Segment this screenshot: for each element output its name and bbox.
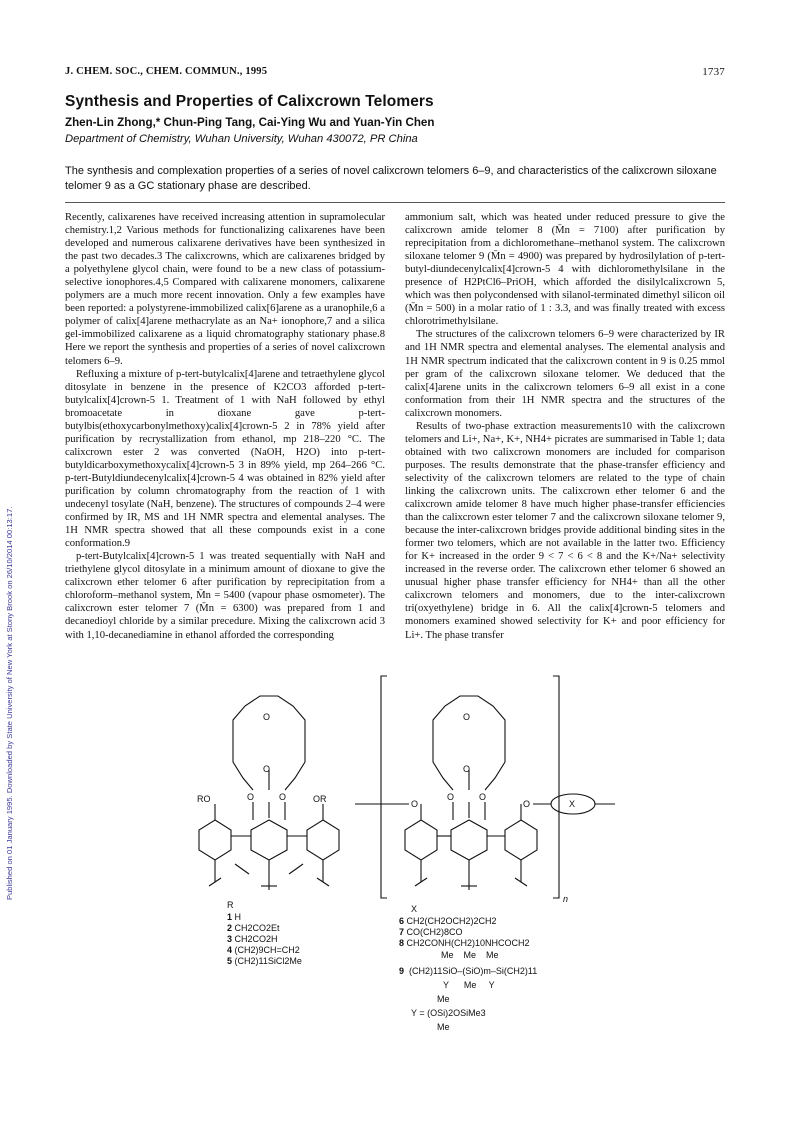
paragraph: p-tert-Butylcalix[4]crown-5 1 was treated sequentially with NaH and triethylene glycol ditosylate in a minimum amount of dioxane to give the calixcrown ether telomer 6 after purification by reprecipitation from a chloroform–methanol system, M̄n = 5400 (vapour phase osmometer). The calixcrown ester telomer 7 (M̄n = 6300) was prepared from 1 and decanedioyl chloride by a similar precedure. Mixing the calixcrown acid 3 with 1,10-decanediamine in ethanol afforded the corresponding xyxy=(65,551,385,641)
oxygen-label: O xyxy=(463,712,471,722)
or-label: OR xyxy=(313,794,327,804)
r-list xyxy=(227,912,302,967)
oxygen-label: O xyxy=(463,764,471,774)
divider xyxy=(65,202,725,203)
oxygen-label: O xyxy=(263,764,271,774)
x9-number: 9 xyxy=(399,966,405,976)
oxygen-label: O xyxy=(279,792,287,802)
x9-y-row: Y Me Y xyxy=(443,980,495,990)
left-column xyxy=(65,211,385,642)
oxygen-label: O xyxy=(479,792,487,802)
oxygen-label: O xyxy=(411,799,419,809)
oxygen-label: O xyxy=(523,799,531,809)
x-heading: X xyxy=(411,904,418,914)
article-title: Synthesis and Properties of Calixcrown Telomers xyxy=(65,93,434,110)
r-heading: R xyxy=(227,900,234,910)
oxygen-label: O xyxy=(447,792,455,802)
y-methyl-top: Me xyxy=(437,994,450,1004)
list-item: 6 CH2(CH2OCH2)2CH2 xyxy=(399,916,497,926)
list-item: 4 (CH2)9CH=CH2 xyxy=(227,945,300,955)
list-item: 1 H xyxy=(227,912,242,922)
affiliation: Department of Chemistry, Wuhan University, Wuhan 430072, PR China xyxy=(65,133,418,145)
list-item: 8 CH2CONH(CH2)10NHCOCH2 xyxy=(399,938,530,948)
x9-formula: (CH2)11SiO–(SiO)m–Si(CH2)11 xyxy=(409,966,538,976)
y-definition: Y = (OSi)2OSiMe3 xyxy=(411,1008,486,1018)
list-item: 2 CH2CO2Et xyxy=(227,923,280,933)
right-column xyxy=(405,211,725,642)
repeat-n-label: n xyxy=(563,894,569,904)
paragraph: Refluxing a mixture of p-tert-butylcalix[4]arene and tetraethylene glycol ditosylate in benzene in the presence of K2CO3 afforded p-tert-butylcalix[4]crown-5 1. Treatment of 1 with NaH followed by ethyl bromoacetate in dioxane gave p-tert-butylbis(ethoxycarbonylmethoxy)calix[4]crown-5 2 in 78% yield after purification by recrystallization from ethanol, mp 218–220 °C. The calixcrown ester 2 was converted (NaOH, H2O) into p-tert-butyldicarboxymethoxycalix[4]crown-5 3 in 89% yield, mp 264–266 °C. p-tert-Butyldiundecenylcalix[4]crown-5 4 was obtained in 82% yield after purification by column chromatography from the reaction of 1 with undecenyl tosylate (NaH, benzene). The structures of compounds 2–4 were confirmed by IR, MS and 1H NMR spectra and elemental analyses. The 1H NMR spectra showed that all these compounds exist in a cone conformation.9 xyxy=(65,368,385,550)
paragraph: Results of two-phase extraction measurements10 with the calixcrown telomers and Li+, Na+, K+, NH4+ picrates are summarised in Table 1; data obtained with two calixcrown monomers are included for comparison purposes. The results demonstrate that the phase-transfer efficiency and selectivity of the calixcrown telomers are related to the type of chain linking the calixcrown units. The calixcrown ether telomer 6 and the calixcrown amide telomer 8 have much higher phase-transfer efficiencies than the calixcrown ester telomer 7 and the calixcrown siloxane telomer 9, because the inter-calixcrown bridges provide additional binding sites in the former two telomers, which are not available in the latter two. Efficiency for K+ increased in the order 9 < 7 < 6 < 8 and the K+/Na+ selectivity increased in the reverse order. The calixcrown ether telomer 6 showed an unusual higher phase transfer efficiency for NH4+ than all the other calixcrown telomers and monomers, due to the inter-calixcrown tri(oxyethylene) bridge in 6. All the calix[4]crown-5 telomers and monomers examined showed selectivity for K+ and poor efficiency for Li+. The phase transfer xyxy=(405,420,725,641)
x9-methyl-row: Me Me Me xyxy=(441,950,499,960)
paragraph: The structures of the calixcrown telomers 6–9 were characterized by IR and 1H NMR spectra and elemental analyses. The elemental analysis and 1H NMR spectrum indicated that the calixcrown content in 9 is 0.25 mmol per gram of the calixcrown siloxane telomer. We deduced that the calix[4]arene units in the calixcrown telomers 6–9 all exist in a cone conformation from their 1H NMR spectra and the structures of the calixcrown monomers. xyxy=(405,329,725,419)
chemical-scheme xyxy=(175,650,735,1090)
page-number: 1737 xyxy=(702,66,725,78)
list-item: 7 CO(CH2)8CO xyxy=(399,927,463,937)
abstract: The synthesis and complexation properties of a series of novel calixcrown telomers 6–9, and characteristics of the calixcrown siloxane telomer 9 as a GC stationary phase are described. xyxy=(65,165,717,192)
running-header xyxy=(65,66,725,80)
ro-label: RO xyxy=(197,794,211,804)
list-item: 5 (CH2)11SiCl2Me xyxy=(227,956,302,966)
journal-name: J. CHEM. SOC., CHEM. COMMUN., 1995 xyxy=(65,66,268,77)
author-list: Zhen-Lin Zhong,* Chun-Ping Tang, Cai-Ying Wu and Yuan-Yin Chen xyxy=(65,116,435,129)
list-item: 3 CH2CO2H xyxy=(227,934,278,944)
x-linker-label: X xyxy=(569,799,576,809)
x-list xyxy=(399,916,530,949)
paragraph: Recently, calixarenes have received increasing attention in supramolecular chemistry.1,2 Various methods for functionalizing calixarenes have been developed and numerous calixarene derivatives have been synthesized in the past two decades.3 The calixcrowns, which are calixarenes bridged by a polyethylene glycol chain, were found to be a new class of potassium-selective ionophores.4,5 Compared with calixarene monomers, calixarene polymers are a much more recent innovation. Only a few examples have been reported: a polystyrene-immobilized calix[6]arene as a uranophile,6 a polymer of calix[4]arene methacrylate as an Na+ ionophore,7 and a silica gel-immobilized calixarene as a liquid chromatography stationary phase.8 Here we report the synthesis and properties of a series of novel calixcrown telomers 6–9. xyxy=(65,212,385,367)
oxygen-label: O xyxy=(247,792,255,802)
download-watermark: Published on 01 January 1995. Downloaded by State University of New York at Stony Brook on 26/10/2014 00:13:17. xyxy=(5,506,14,900)
paragraph: ammonium salt, which was heated under reduced pressure to give the calixcrown amide telomer 8 (M̄n = 7100) after purification by reprecipitation from a dichloromethane–methanol system. The calixcrown siloxane telomer 9 (M̄n = 4900) was prepared by hydrosilylation of p-tert-butyl-diundecenylcalix[4]crown-5 4 with dichloromethylsilane in the presence of H2PtCl6–PriOH, which afforded the disilylcalixcrown 5, which was then polycondensed with silanol-terminated dimethyl silicon oil (M̄n = 500) in a molar ratio of 1 : 3.3, and was finally treated with excess chlorotrimethylsilane. xyxy=(405,212,725,328)
y-methyl-bottom: Me xyxy=(437,1022,450,1032)
oxygen-label: O xyxy=(263,712,271,722)
calixcrown-structures xyxy=(175,650,735,1090)
